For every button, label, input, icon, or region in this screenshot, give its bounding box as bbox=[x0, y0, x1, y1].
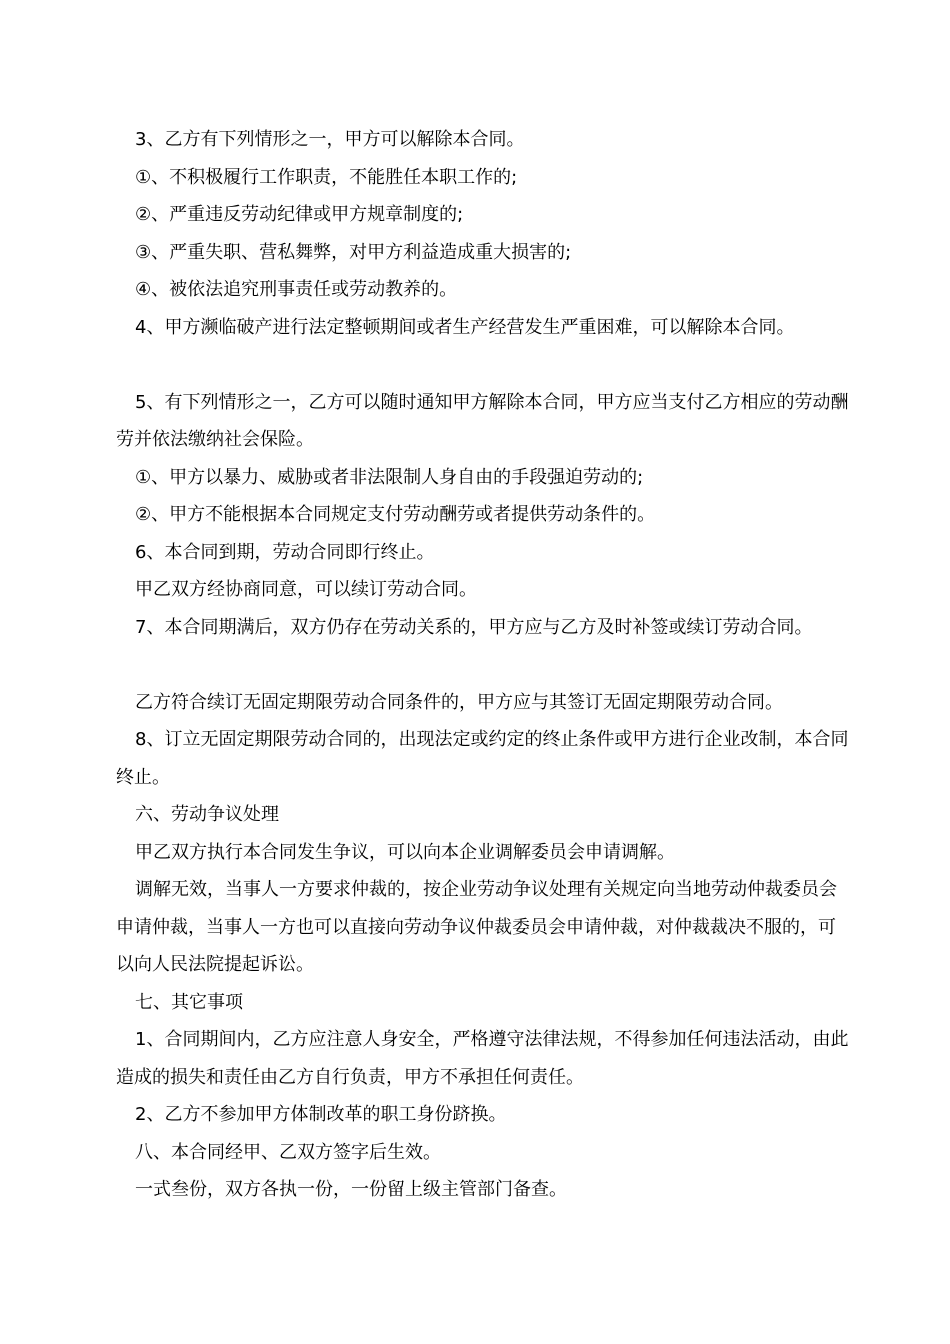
paragraph: 2、乙方不参加甲方体制改革的职工身份跻换。 bbox=[135, 1104, 507, 1125]
paragraph: ①、不积极履行工作职责，不能胜任本职工作的; bbox=[135, 166, 518, 188]
document-body bbox=[116, 121, 850, 1209]
paragraph: ③、严重失职、营私舞弊，对甲方利益造成重大损害的; bbox=[135, 241, 572, 263]
paragraph: 1、合同期间内，乙方应注意人身安全，严格遵守法律法规，不得参加任何违法活动，由此造成的损失和责任由乙方自行负责，甲方不承担任何责任。 bbox=[116, 1029, 849, 1088]
paragraph: 5、有下列情形之一，乙方可以随时通知甲方解除本合同，甲方应当支付乙方相应的劳动酬劳并依法缴纳社会保险。 bbox=[116, 391, 849, 450]
section-heading: 七、其它事项 bbox=[135, 991, 243, 1013]
paragraph: 甲乙双方经协商同意，可以续订劳动合同。 bbox=[135, 579, 477, 600]
paragraph: 6、本合同到期，劳动合同即行终止。 bbox=[135, 541, 435, 563]
paragraph: 3、乙方有下列情形之一，甲方可以解除本合同。 bbox=[135, 129, 525, 150]
section-heading: 六、劳动争议处理 bbox=[135, 804, 279, 825]
paragraph: ②、严重违反劳动纪律或甲方规章制度的; bbox=[135, 204, 464, 225]
paragraph: 调解无效，当事人一方要求仲裁的，按企业劳动争议处理有关规定向当地劳动仲裁委员会申请仲裁，当事人一方也可以直接向劳动争议仲裁委员会申请仲裁，对仲裁裁决不服的，可以向人民法院提起诉讼。 bbox=[116, 879, 837, 975]
paragraph: 7、本合同期满后，双方仍存在劳动关系的，甲方应与乙方及时补签或续订劳动合同。 bbox=[135, 616, 813, 638]
paragraph-spacer bbox=[116, 346, 850, 384]
paragraph: 乙方符合续订无固定期限劳动合同条件的，甲方应与其签订无固定期限劳动合同。 bbox=[135, 691, 783, 713]
section-heading: 八、本合同经甲、乙双方签字后生效。 bbox=[135, 1141, 441, 1163]
paragraph: 4、甲方濒临破产进行法定整顿期间或者生产经营发生严重困难，可以解除本合同。 bbox=[135, 316, 795, 338]
paragraph: 8、订立无固定期限劳动合同的，出现法定或约定的终止条件或甲方进行企业改制，本合同终止。 bbox=[116, 729, 849, 788]
paragraph: 甲乙双方执行本合同发生争议，可以向本企业调解委员会申请调解。 bbox=[135, 841, 675, 863]
paragraph: ①、甲方以暴力、威胁或者非法限制人身自由的手段强迫劳动的; bbox=[135, 466, 644, 488]
paragraph: ④、被依法追究刑事责任或劳动教养的。 bbox=[135, 279, 458, 300]
paragraph: 一式叁份，双方各执一份，一份留上级主管部门备查。 bbox=[135, 1179, 567, 1200]
paragraph-spacer bbox=[116, 646, 850, 684]
paragraph: ②、甲方不能根据本合同规定支付劳动酬劳或者提供劳动条件的。 bbox=[135, 504, 656, 525]
